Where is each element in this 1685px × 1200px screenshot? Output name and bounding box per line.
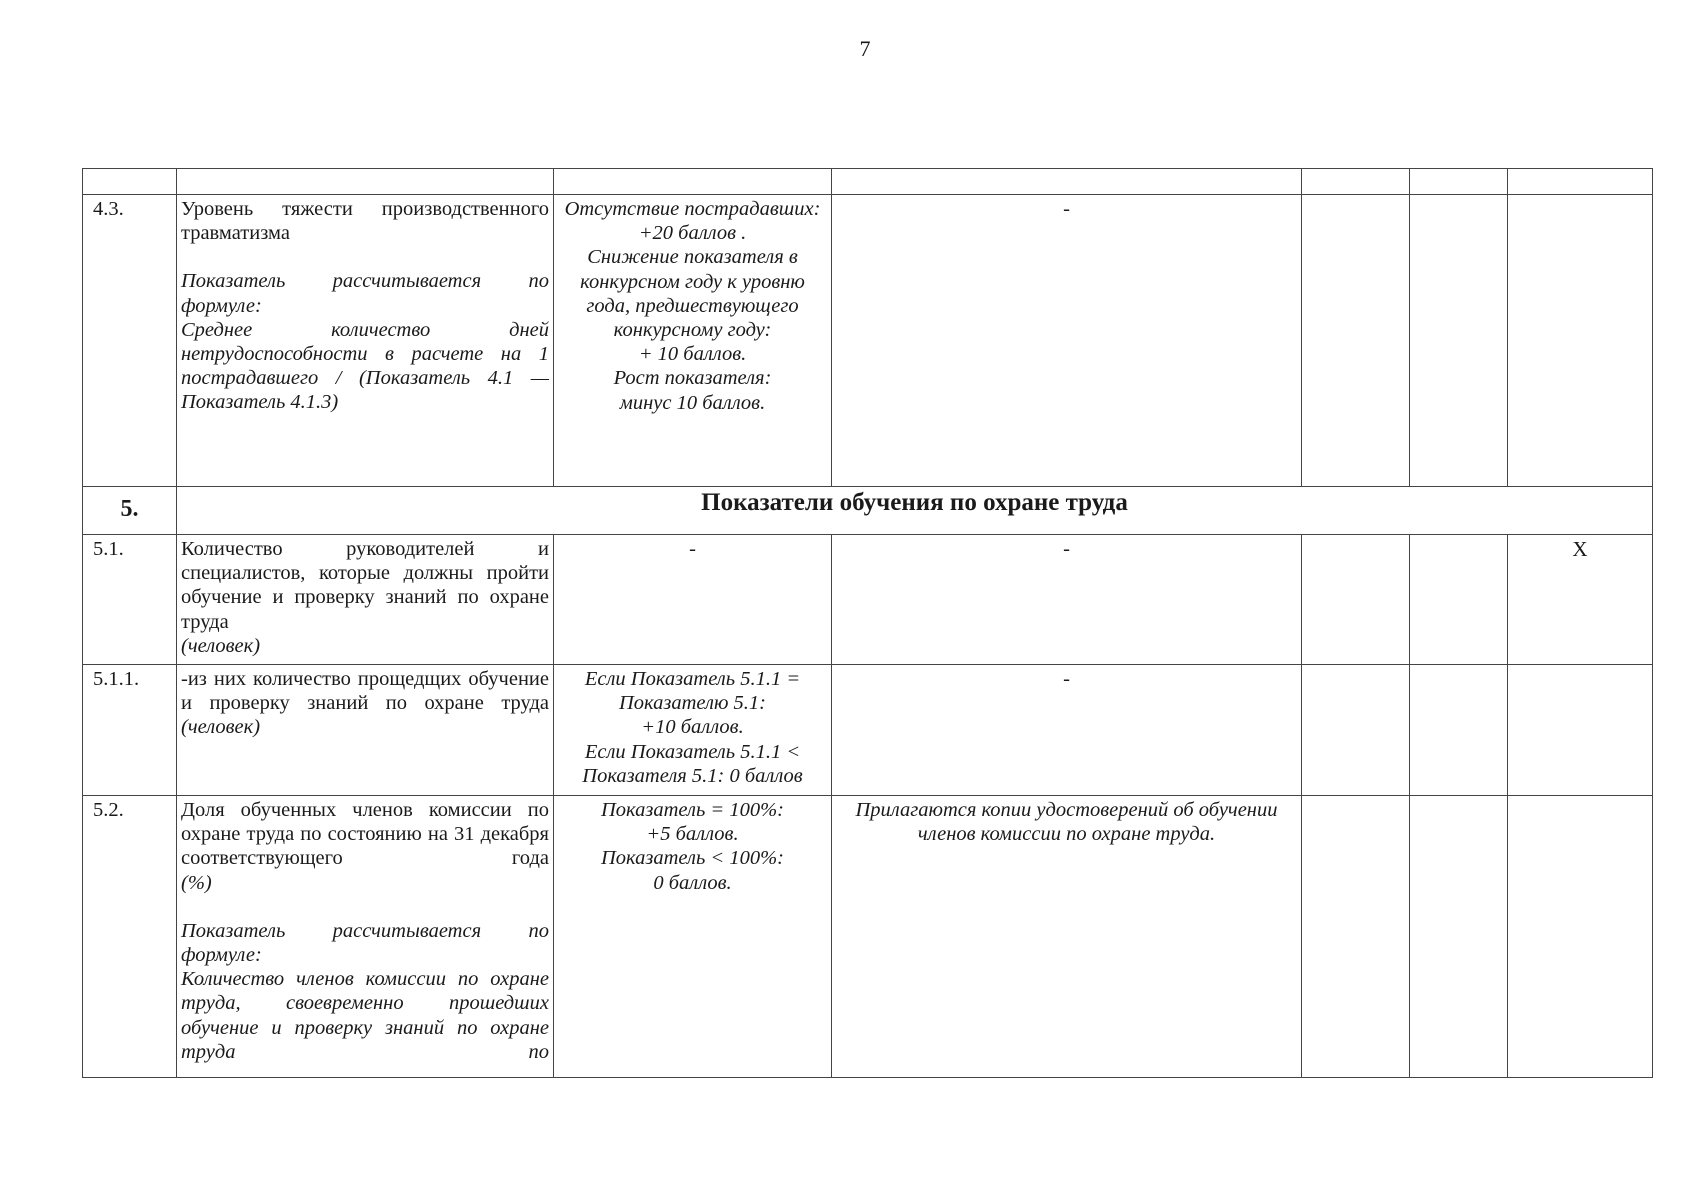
empty-cell [1410, 665, 1508, 796]
indicator-name: Уровень тяжести производственного травматизма [181, 198, 549, 245]
header-cell [177, 169, 554, 195]
row-number: 5.1. [83, 535, 177, 665]
row-number: 5.2. [83, 796, 177, 1078]
criteria-cell [554, 665, 832, 796]
formula-text: Количество членов комиссии по охране труда, своевременно прошедших обучение и проверку знаний по охране труда по [181, 968, 549, 1063]
table-row [83, 665, 1653, 796]
table-header-row [83, 169, 1653, 195]
indicator-name-cell [177, 195, 554, 487]
empty-cell [1508, 796, 1653, 1078]
criteria-line: 0 баллов. [653, 871, 732, 894]
row-number: 5.1.1. [83, 665, 177, 796]
indicator-unit: (человек) [181, 634, 261, 657]
criteria-cell: - [554, 535, 832, 665]
header-cell [554, 169, 832, 195]
section-number: 5. [83, 487, 177, 535]
empty-cell [1302, 665, 1410, 796]
documents-cell: - [832, 535, 1302, 665]
criteria-line: Рост показателя: [613, 367, 772, 390]
criteria-line: +5 баллов. [646, 823, 739, 846]
table-row [83, 195, 1653, 487]
documents-cell: Прилагаются копии удостоверений об обучении членов комиссии по охране труда. [832, 796, 1302, 1078]
criteria-line: минус 10 баллов. [619, 391, 766, 414]
table-row [83, 796, 1653, 1078]
indicator-unit: (%) [181, 871, 212, 894]
empty-cell [1302, 796, 1410, 1078]
formula-intro: Показатель рассчитывается по формуле: [181, 919, 549, 967]
page-number: 7 [859, 36, 871, 61]
empty-cell [1508, 665, 1653, 796]
criteria-line: Если Показатель 5.1.1 < Показателя 5.1: 0 баллов [582, 740, 803, 787]
criteria-line: Показатель < 100%: [600, 847, 785, 870]
indicator-name-cell [177, 796, 554, 1078]
indicator-unit: (человек) [181, 716, 261, 739]
table-row [83, 535, 1653, 665]
empty-cell [1302, 195, 1410, 487]
indicator-name: Количество руководителей и специалистов, которые должны пройти обучение и проверку знаний по охране труда [181, 538, 549, 633]
criteria-cell [554, 796, 832, 1078]
header-cell [83, 169, 177, 195]
indicator-name-cell [177, 665, 554, 796]
indicator-name: Доля обученных членов комиссии по охране труда по состоянию на 31 декабря соответствующего года [181, 799, 549, 870]
criteria-line: +10 баллов. [641, 716, 744, 739]
empty-cell [1410, 796, 1508, 1078]
documents-cell: - [832, 665, 1302, 796]
indicators-table [82, 168, 1653, 1078]
criteria-line: Показатель = 100%: [600, 799, 785, 821]
criteria-line: Если Показатель 5.1.1 = Показателю 5.1: [584, 668, 801, 715]
criteria-line: Снижение показателя в конкурсном году к уровню года, предшествующего конкурсному году: [580, 246, 805, 342]
criteria-line: +20 баллов . [638, 222, 747, 245]
row-number: 4.3. [83, 195, 177, 487]
section-title: Показатели обучения по охране труда [177, 487, 1653, 535]
section-row [83, 487, 1653, 535]
empty-cell [1410, 195, 1508, 487]
criteria-line: Отсутствие пострадавших: [564, 198, 821, 220]
empty-cell [1302, 535, 1410, 665]
indicator-name: -из них количество прощедщих обучение и проверку знаний по охране труда [181, 668, 549, 715]
documents-cell: - [832, 195, 1302, 487]
formula-intro: Показатель рассчитывается по формуле: [181, 270, 549, 317]
header-cell [1508, 169, 1653, 195]
header-cell [1302, 169, 1410, 195]
indicator-name-cell [177, 535, 554, 665]
not-applicable-mark: X [1508, 535, 1653, 665]
criteria-line: + 10 баллов. [638, 343, 747, 366]
criteria-cell [554, 195, 832, 487]
header-cell [1410, 169, 1508, 195]
formula-text: Среднее количество дней нетрудоспособности в расчете на 1 пострадавшего / (Показатель 4.1 — Показатель 4.1.3) [181, 318, 549, 414]
header-cell [832, 169, 1302, 195]
empty-cell [1410, 535, 1508, 665]
empty-cell [1508, 195, 1653, 487]
